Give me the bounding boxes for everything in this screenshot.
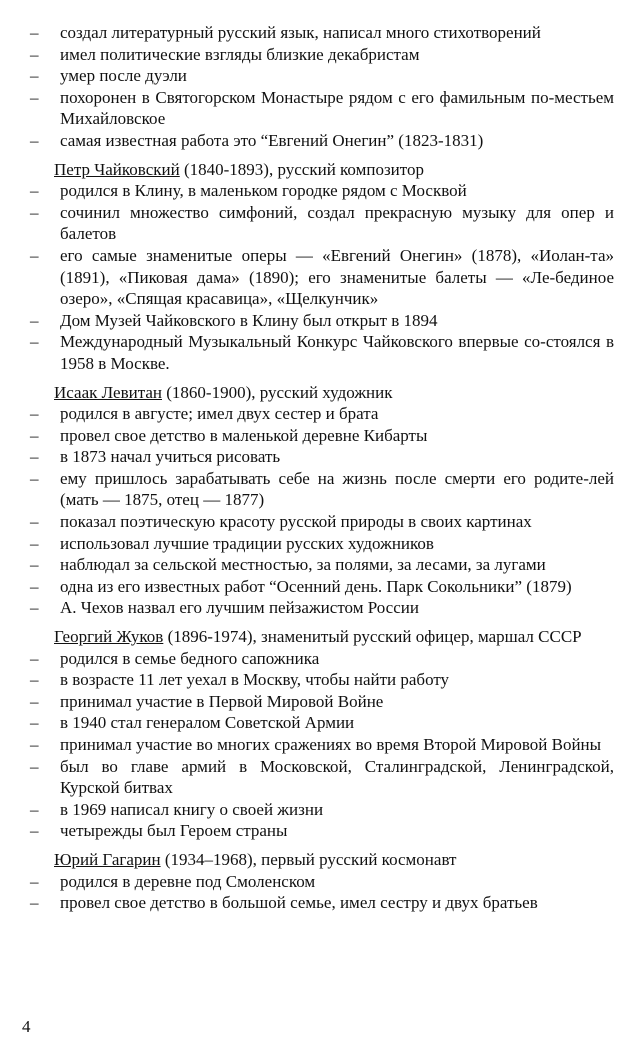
list-item-text: родился в августе; имел двух сестер и брата: [60, 404, 379, 424]
dash: –: [30, 533, 39, 553]
list-item-text: в 1969 написал книгу о своей жизни: [60, 799, 324, 819]
list-item-text: создал литературный русский язык, написал много стихотворений: [60, 23, 541, 42]
list-item-text: четырежды был Героем страны: [60, 821, 288, 841]
person-name: Петр Чайковский: [54, 159, 180, 179]
list-item: [30, 44, 614, 66]
dash: –: [30, 181, 39, 201]
list-item-text: в возрасте 11 лет уехал в Москву, чтобы найти работу: [60, 670, 450, 690]
list-item: [30, 597, 614, 619]
list-item-text: принимал участие в Первой Мировой Войне: [60, 691, 384, 711]
section-gagarin: [30, 849, 614, 914]
list-item: [30, 425, 614, 447]
section-tchaikovsky: [30, 159, 614, 375]
page-number: 4: [22, 1017, 31, 1036]
list-item: [30, 245, 614, 310]
list-item: [30, 734, 614, 756]
dash: –: [30, 66, 39, 86]
list-item-text: родился в семье бедного сапожника: [60, 648, 320, 668]
list-item: [30, 468, 614, 511]
dash: –: [30, 648, 39, 668]
intro-list: [30, 22, 614, 152]
document-page: [30, 22, 614, 914]
list-item-text: был во главе армий в Московской, Сталинградской, Ленинградской, Курской битвах: [60, 756, 614, 798]
dash: –: [30, 871, 39, 891]
list-item: [30, 576, 614, 598]
dash: –: [30, 44, 39, 64]
list-item: [30, 310, 614, 332]
section-levitan: [30, 382, 614, 620]
dash: –: [30, 404, 39, 424]
person-name: Исаак Левитан: [54, 382, 162, 402]
dash: –: [30, 821, 39, 841]
dash: –: [30, 23, 39, 42]
list-item: [30, 554, 614, 576]
list-item-text: использовал лучшие традиции русских художников: [60, 533, 434, 553]
section-heading: [30, 382, 614, 404]
dash: –: [30, 756, 39, 776]
list-item: [30, 756, 614, 799]
list-item: [30, 202, 614, 245]
list-item: [30, 669, 614, 691]
list-item-text: умер после дуэли: [60, 66, 187, 86]
list-item-text: ему пришлось зарабатывать себе на жизнь после смерти его родите-лей (мать — 1875, отец — 1877): [60, 468, 614, 510]
dash: –: [30, 512, 39, 532]
list-item-text: в 1873 начал учиться рисовать: [60, 447, 281, 467]
dash: –: [30, 468, 39, 488]
list-item-text: сочинил множество симфоний, создал прекрасную музыку для опер и балетов: [60, 202, 614, 244]
list-item-text: самая известная работа это “Евгений Онегин” (1823-1831): [60, 130, 484, 150]
dash: –: [30, 735, 39, 754]
list-item-text: родился в Клину, в маленьком городке рядом с Москвой: [60, 181, 467, 201]
person-description: (1934–1968), первый русский космонавт: [160, 849, 457, 869]
list-item-text: провел свое детство в маленькой деревне Кибарты: [60, 425, 428, 445]
dash: –: [30, 245, 39, 265]
list-item: [30, 648, 614, 670]
dash: –: [30, 447, 39, 467]
list-item: [30, 799, 614, 821]
section-zhukov: [30, 626, 614, 842]
dash: –: [30, 598, 39, 618]
person-description: (1896-1974), знаменитый русский офицер, маршал СССР: [163, 627, 582, 647]
dash: –: [30, 425, 39, 445]
list-item-text: провел свое детство в большой семье, имел сестру и двух братьев: [60, 893, 538, 913]
list-item: [30, 691, 614, 713]
list-item-text: одна из его известных работ “Осенний день. Парк Сокольники” (1879): [60, 576, 572, 596]
section-heading: [30, 626, 614, 648]
list-item-text: показал поэтическую красоту русской природы в своих картинах: [60, 512, 532, 532]
person-name: Георгий Жуков: [54, 627, 164, 647]
list-item-text: похоронен в Святогорском Монастыре рядом с его фамильным по-местьем Михайловское: [60, 87, 614, 129]
list-item: [30, 65, 614, 87]
list-item: [30, 331, 614, 374]
person-description: (1840-1893), русский композитор: [179, 159, 424, 179]
dash: –: [30, 799, 39, 819]
list-item: [30, 892, 614, 914]
dash: –: [30, 130, 39, 150]
list-item-text: Дом Музей Чайковского в Клину был открыт в 1894: [60, 310, 438, 330]
list-item-text: А. Чехов назвал его лучшим пейзажистом России: [60, 598, 419, 618]
person-name: Юрий Гагарин: [54, 849, 161, 869]
dash: –: [30, 670, 39, 690]
dash: –: [30, 713, 39, 733]
list-item: [30, 180, 614, 202]
list-item-text: в 1940 стал генералом Советской Армии: [60, 713, 355, 733]
list-item: [30, 130, 614, 152]
dash: –: [30, 202, 39, 222]
list-item-text: его самые знаменитые оперы — «Евгений Онегин» (1878), «Иолан-та» (1891), «Пиковая дама» (1890); его знаменитые балеты — «Ле-бединое озеро», «Спящая красавица», «Щелкунчик»: [60, 245, 614, 309]
list-item: [30, 446, 614, 468]
list-item: [30, 533, 614, 555]
list-item-text: принимал участие во многих сражениях во время Второй Мировой Войны: [60, 735, 602, 754]
dash: –: [30, 332, 39, 352]
list-item-text: наблюдал за сельской местностью, за полями, за лесами, за лугами: [60, 555, 546, 575]
dash: –: [30, 310, 39, 330]
section-heading: [30, 849, 614, 871]
dash: –: [30, 893, 39, 913]
list-item: [30, 87, 614, 130]
dash: –: [30, 576, 39, 596]
list-item: [30, 712, 614, 734]
list-item: [30, 22, 614, 44]
dash: –: [30, 691, 39, 711]
dash: –: [30, 555, 39, 575]
list-item: [30, 511, 614, 533]
list-item: [30, 403, 614, 425]
list-item-text: имел политические взгляды близкие декабристам: [60, 44, 420, 64]
list-item-text: родился в деревне под Смоленском: [60, 871, 316, 891]
list-item: [30, 871, 614, 893]
list-item-text: Международный Музыкальный Конкурс Чайковского впервые со-стоялся в 1958 в Москве.: [60, 332, 614, 373]
list-item: [30, 820, 614, 842]
person-description: (1860-1900), русский художник: [162, 382, 393, 402]
section-heading: [30, 159, 614, 181]
dash: –: [30, 87, 39, 107]
